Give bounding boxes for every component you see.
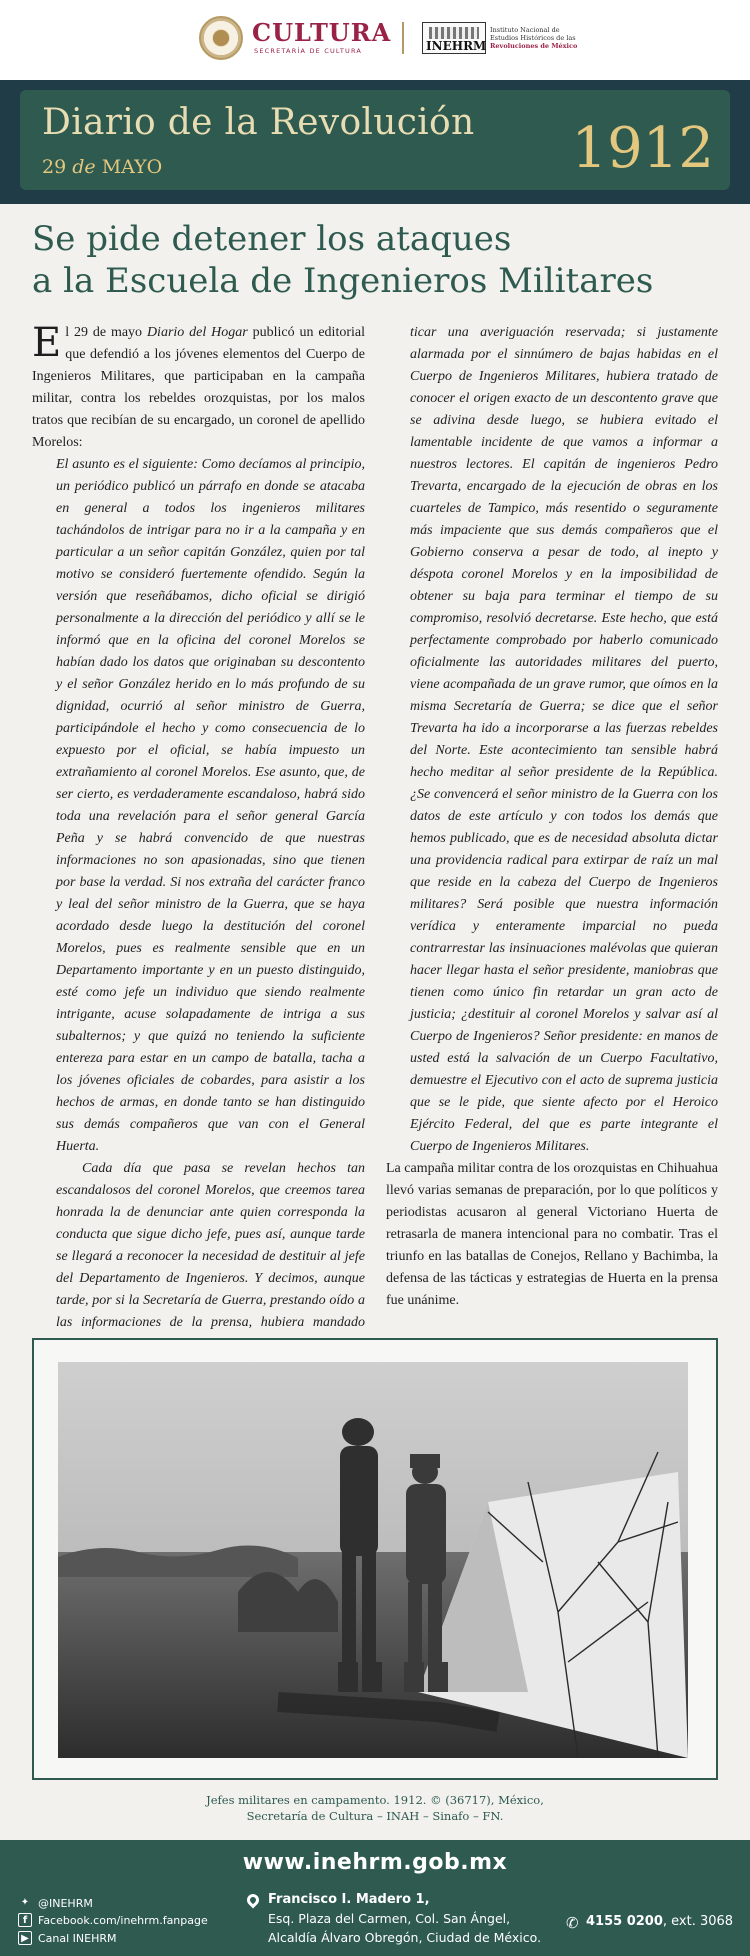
twitter-handle: @INEHRM (38, 1896, 93, 1910)
address-line-3: Alcaldía Álvaro Obregón, Ciudad de México. (268, 1930, 542, 1945)
intro-paragraph (32, 322, 365, 454)
location-pin-icon (245, 1892, 262, 1909)
photo-caption-line-2: Secretaría de Cultura – INAH – Sinafo – FN. (246, 1809, 504, 1823)
photo-caption-line-1: Jefes militares en campamento. 1912. © (36717), México, (206, 1793, 544, 1807)
phone-number[interactable] (586, 1914, 733, 1929)
intro-text-a: l 29 de mayo (65, 325, 147, 340)
facebook-icon: f (18, 1913, 32, 1927)
title-banner-panel (20, 90, 730, 190)
quote-paragraph-2-part-2: ticar una averiguación reservada; si justamente alarmada por el sinnúmero de bajas habidas en el Cuerpo de Ingenieros Militares, hubiera tratado de conocer el origen exacto de un descontento grave que se adivina desde luego, se hubiera evitado el lamentable incidente de que vamos a informar a nuestros lectores. El capitán de ingenieros Pedro Trevarta, encargado de la ejecución de obras en los cuarteles de Tampico, más resentido o seguramente más impaciente que sus demás compañeros que el Gobierno conserva a pesar de todo, al inepto y déspota coronel Morelos y en la imposibilidad de obtener su baja para terminar el tiempo de su compromiso, resolvió decretarse. Este hecho, que está perfectamente comprobado por haberlo comunicado oficialmente las autoridades militares del puerto, viene acompañada de un grave rumor, que oímos en la misma Secretaría de Guerra; se dice que el señor Trevarta ha ido a incorporarse a las fuerzas rebeldes del Norte. Este acontecimiento tan sensible habrá hecho meditar al señor presidente de la República. ¿Se convencerá el señor ministro de la Guerra con los datos de este artículo y con todos los demás que hemos publicado, que es de necesidad absoluta dictar una providencia radical para extirpar de raíz un mal que reside en la cabeza del Cuerpo de Ingenieros militares? Será posible que nuestra información verídica y enteramente imparcial no pueda contrarrestar las insinuaciones malévolas que quieran hacer llegar hasta el señor presidente, maniobras que tienen como único fin retardar un gran acto de justicia; ¿destituir al coronel Morelos y salvar así al Cuerpo de Ingenieros? Señor presidente: en manos de usted está la salvación de un Cuerpo Facultativo, demuestre el Ejecutivo con el acto de suprema justicia que se le pide, que siente afecto por el Heroico Ejército Federal, del que es parte integrante el Cuerpo de Ingenieros Militares. (410, 325, 718, 1154)
cultura-seal-logo (199, 16, 243, 60)
address-line-1: Francisco I. Madero 1, (268, 1892, 430, 1907)
banner-date (42, 156, 162, 178)
quote-paragraph-1: El asunto es el siguiente: Como decíamos al principio, un periódico publicó un párrafo en donde se atacaba en general a todos los ingenieros militares tachándolos de intrigar para no ir a la campaña y en particular a un señor capitán González, quien por tal motivo se consideró fuertemente ofendido. Según la versión que reseñábamos, dicho oficial se dirigió personalmente a la dirección del periódico y allí se le informó que en la oficina del coronel Morelos se habían dado los datos que originaban su descontento y el señor González herido en lo más profundo de su dignidad, ocurrió al señor ministro de Guerra, participándole el hecho y como consecuencia de lo expuesto por el oficial, se había impuesto un extrañamiento al coronel Morelos. Ese asunto, que, de ser cierto, es verdaderamente escandaloso, habrá sido toda una revelación para el señor general García Peña y se habrá convencido de que nuestras informaciones no son apasionadas, sino que tienen por base la verdad. Si nos extraña del carácter franco y leal del señor ministro de la Guerra, que se haya acordado desde luego la destitución del coronel Morelos, pues es realmente sensible que en un Departamento importante y en un puesto distinguido, esté como jefe un individuo que siendo realmente intrigante, acuse solapadamente de intriga a sus subalternos; y que quizá no teniendo la suficiente entereza para estar en un campo de batalla, tacha a los jóvenes oficiales de cobardes, para asistir a los hechos de armas, en donde tanto se han distinguido sus demás compañeros que van con el General Huerta. (56, 457, 365, 1154)
logo-divider (402, 22, 404, 54)
youtube-link[interactable] (18, 1931, 117, 1945)
inehrm-name-line3: Revoluciones de México (490, 42, 578, 50)
headline-line-2: a la Escuela de Ingenieros Militares (32, 261, 654, 301)
photo-illustration (58, 1362, 688, 1758)
footer (0, 1840, 750, 1956)
banner-year: 1912 (571, 116, 714, 181)
headline-line-1: Se pide detener los ataques (32, 219, 512, 259)
banner-de: de (72, 156, 96, 178)
twitter-link[interactable] (18, 1896, 93, 1910)
intro-text-b: publicó un editorial que defendió a los jóvenes elementos del Cuerpo de Ingenieros Militares, que participaban en la campaña militar, contra los rebeldes orozquistas, por los malos tratos que recibían de su encargado, un coronel de apellido Morelos: (32, 325, 365, 450)
drop-cap: E (32, 320, 62, 366)
banner-day: 29 (42, 156, 67, 178)
cultura-logo-text: CULTURA (252, 18, 392, 47)
phone-icon: ✆ (566, 1914, 579, 1932)
photo-caption (32, 1792, 718, 1824)
quote-paragraph-2-part-1: Cada día que pasa se revelan hechos tan escandalosos del coronel Morelos, que creemos tarea honrada la de denunciar ante quien corresponda la conducta que sigue dicho jefe, pues así, aunque tarde se llegará a reconocer la necesidad de destituir al jefe del Departamento de Ingenieros. Y decimos, aunque tarde, por si la Secretaría de Guerra, prestando oído a las informaciones de la prensa, hubiera mandado (56, 1161, 365, 1330)
cultura-logo-subtitle: SECRETARÍA DE CULTURA (254, 47, 363, 55)
inehrm-name-line2: Estudios Históricos de las (490, 34, 576, 42)
historical-photo (58, 1362, 688, 1758)
article-headline (32, 218, 722, 302)
inehrm-logo-text: INEHRM (426, 39, 487, 53)
phone-main: 4155 0200 (586, 1914, 663, 1929)
youtube-channel: Canal INEHRM (38, 1931, 117, 1945)
facebook-link[interactable] (18, 1913, 208, 1927)
title-banner (0, 80, 750, 204)
inehrm-name-line1: Instituto Nacional de (490, 26, 560, 34)
closing-paragraph: La campaña militar contra de los orozquistas en Chihuahua llevó varias semanas de preparación, por lo que políticos y periodistas acusaron al general Victoriano Huerta de retrasarla de manera intencional para no combatir. Tras el triunfo en las batallas de Conejos, Rellano y Bachimba, la defensa de las tácticas y estrategias de Huerta en la prensa fue unánime. (386, 1161, 719, 1308)
logo-strip (0, 0, 750, 80)
article-column-right (386, 322, 718, 1312)
banner-month: MAYO (101, 156, 163, 178)
photo-frame (32, 1338, 718, 1780)
article-column-left (32, 322, 365, 1356)
youtube-icon: ▶ (18, 1931, 32, 1945)
twitter-icon: ✦ (20, 1897, 30, 1908)
facebook-url: Facebook.com/inehrm.fanpage (38, 1913, 208, 1927)
address-line-2: Esq. Plaza del Carmen, Col. San Ángel, (268, 1911, 511, 1926)
website-link[interactable]: www.inehrm.gob.mx (242, 1850, 508, 1875)
newspaper-name: Diario del Hogar (146, 325, 248, 340)
banner-title: Diario de la Revolución (42, 102, 475, 143)
phone-extension: , ext. 3068 (662, 1914, 734, 1929)
